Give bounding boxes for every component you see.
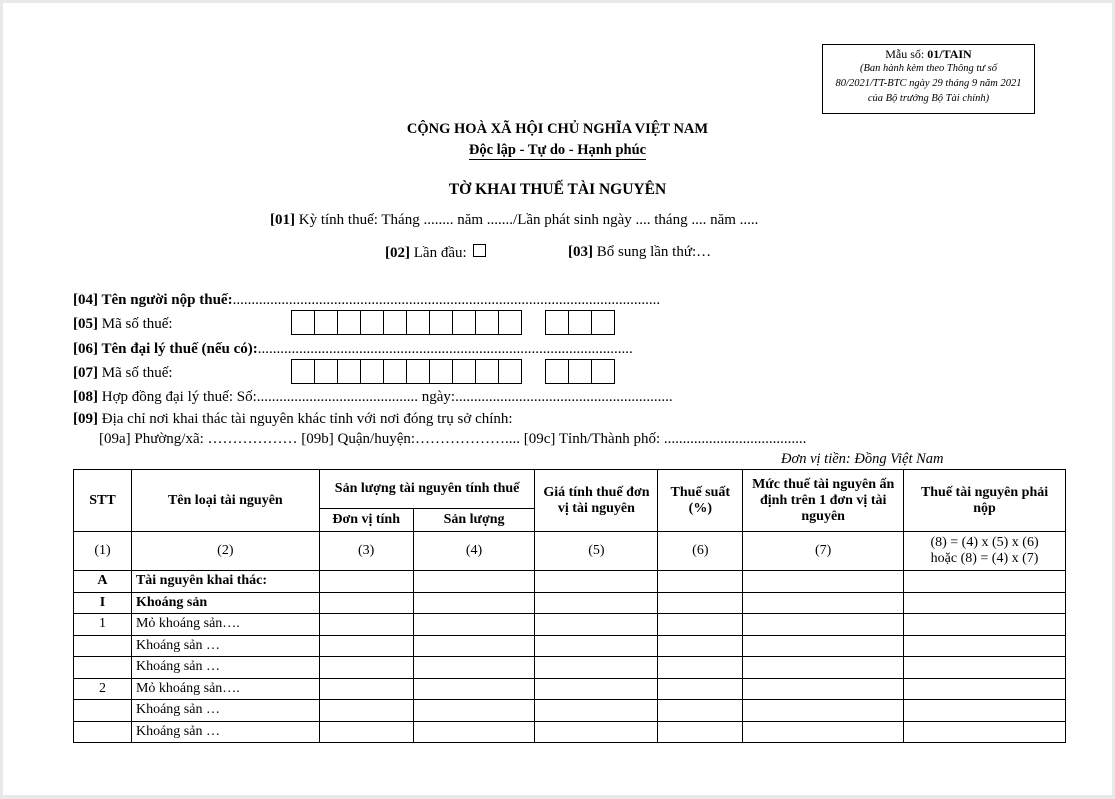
currency-unit: Đơn vị tiền: Đồng Việt Nam <box>781 451 944 467</box>
header-tax-payable: Thuế tài nguyên phải nộp <box>904 470 1066 532</box>
form-title: TỜ KHAI THUẾ TÀI NGUYÊN <box>448 181 667 198</box>
header-output: Sản lượng tài nguyên tính thuế <box>319 470 535 509</box>
first-time-checkbox[interactable] <box>473 244 486 257</box>
agent-contract-field[interactable]: [08] Hợp đồng đại lý thuế: Số:........................................... ngày:.......................................................... <box>73 389 673 405</box>
col-num: (5) <box>535 532 658 571</box>
col-num: (7) <box>743 532 904 571</box>
tax-code-label: [05] Mã số thuế: <box>73 316 173 332</box>
supplement-line: [03] Bổ sung lần thứ:… <box>568 244 712 260</box>
col-num: (1) <box>74 532 132 571</box>
agent-tax-code-boxes[interactable] <box>292 359 522 384</box>
column-number-row <box>74 532 1066 571</box>
motto: Độc lập - Tự do - Hạnh phúc <box>468 142 647 158</box>
form-code-box <box>822 44 1035 114</box>
taxpayer-name-field[interactable]: [04] Tên người nộp thuế:.................................................................................................................. <box>73 292 661 308</box>
tax-period-line: [01] Kỳ tính thuế: Tháng ........ năm ......./Lần phát sinh ngày .... tháng .... năm ..... <box>270 212 759 228</box>
table-row: I Khoáng sản <box>74 592 1066 614</box>
col-num-formula: (8) = (4) x (5) x (6) hoặc (8) = (4) x (7) <box>904 532 1066 571</box>
header-price: Giá tính thuế đơn vị tài nguyên <box>535 470 658 532</box>
agent-tax-code-suffix-boxes[interactable] <box>546 359 615 384</box>
mining-address-label: [09] Địa chỉ nơi khai thác tài nguyên khác tỉnh với nơi đóng trụ sở chính: <box>73 411 513 427</box>
country-name: CỘNG HOÀ XÃ HỘI CHỦ NGHĨA VIỆT NAM <box>406 121 709 137</box>
header-rate: Thuế suất (%) <box>658 470 743 532</box>
table-row: A Tài nguyên khai thác: <box>74 571 1066 593</box>
agent-name-field[interactable]: [06] Tên đại lý thuế (nếu có):.................................................................................................... <box>73 341 633 357</box>
form-code: Mẫu số: 01/TAIN <box>885 47 972 61</box>
col-num: (2) <box>131 532 319 571</box>
col-num: (6) <box>658 532 743 571</box>
header-quantity: Sản lượng <box>413 509 535 532</box>
header-unit: Đơn vị tính <box>319 509 413 532</box>
col-num: (4) <box>413 532 535 571</box>
col-num: (3) <box>319 532 413 571</box>
resource-tax-table <box>73 469 1066 743</box>
table-row: Khoáng sản … <box>74 700 1066 722</box>
header-fixed-tax: Mức thuế tài nguyên ấn định trên 1 đơn vị tài nguyên <box>743 470 904 532</box>
table-row: Khoáng sản … <box>74 635 1066 657</box>
agent-tax-code-label: [07] Mã số thuế: <box>73 365 173 381</box>
header-resource-name: Tên loại tài nguyên <box>131 470 319 532</box>
table-row: Khoáng sản … <box>74 657 1066 679</box>
form-note-1: (Ban hành kèm theo Thông tư số <box>860 63 997 74</box>
first-time-line: [02] Lần đầu: <box>385 244 486 262</box>
form-note-2: 80/2021/TT-BTC ngày 29 tháng 9 năm 2021 <box>835 78 1022 89</box>
table-row: 1 Mỏ khoáng sản…. <box>74 614 1066 636</box>
header-stt: STT <box>74 470 132 532</box>
table-row: Khoáng sản … <box>74 721 1066 743</box>
tax-code-boxes[interactable] <box>292 310 522 335</box>
table-row: 2 Mỏ khoáng sản…. <box>74 678 1066 700</box>
mining-address-fields[interactable]: [09a] Phường/xã: ……………… [09b] Quận/huyện:……………….... [09c] Tỉnh/Thành phố: ...................................... <box>99 431 807 447</box>
form-note-3: của Bộ trưởng Bộ Tài chính) <box>867 93 990 104</box>
tax-code-suffix-boxes[interactable] <box>546 310 615 335</box>
